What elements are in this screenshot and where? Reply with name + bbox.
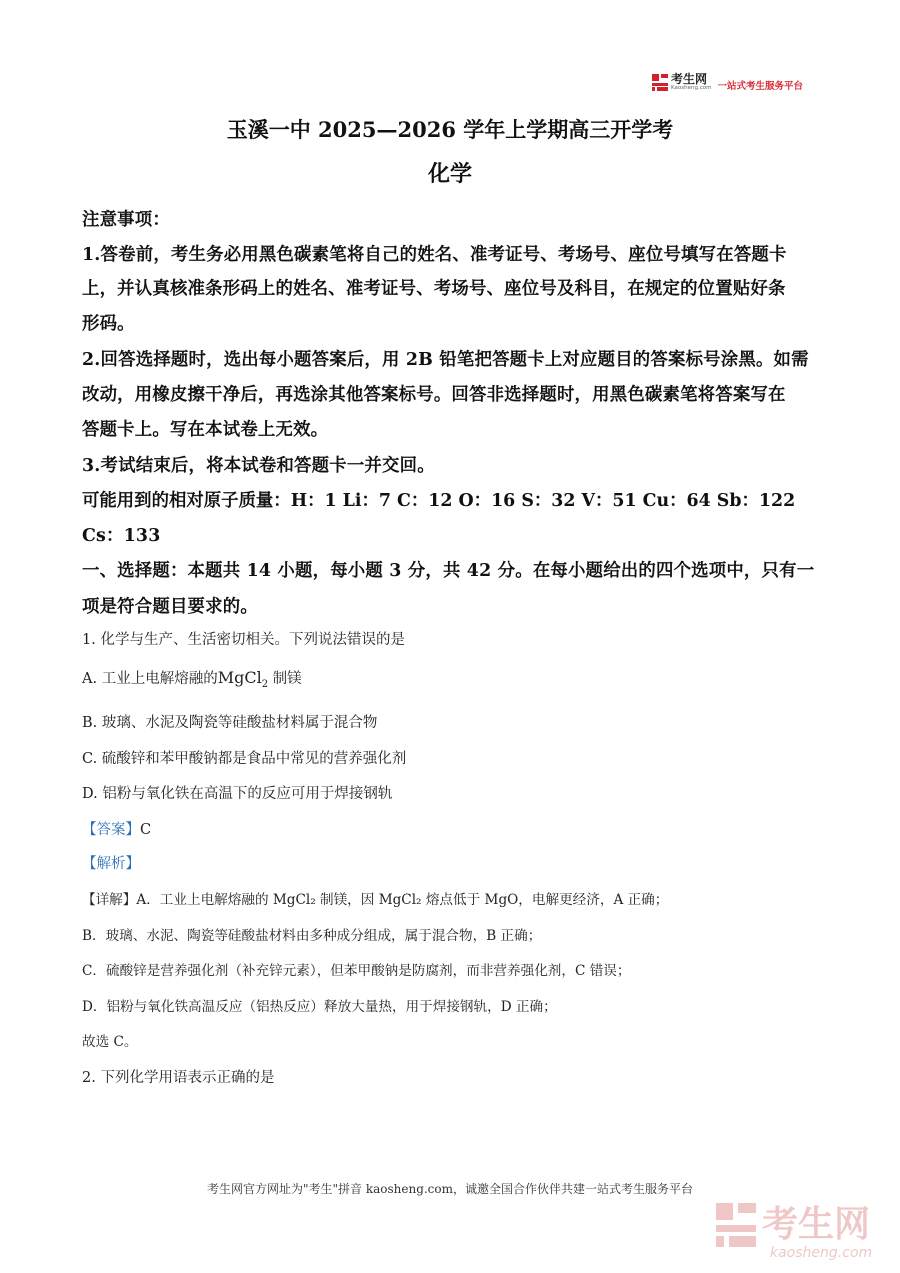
- detail-conclusion: 故选 C。: [82, 1034, 138, 1050]
- question-1-option-d: D. 铝粉与氧化铁在高温下的反应可用于焊接钢轨: [82, 786, 393, 802]
- logo-name: [671, 73, 711, 92]
- exam-title: 玉溪一中 2025—2026 学年上学期高三开学考: [226, 117, 674, 142]
- atomic-mass-line-1: 可能用到的相对原子质量：H：1 Li：7 C：12 O：16 S：32 V：51 Cu：64 Sb：122: [82, 491, 796, 511]
- notice-line-1: 1.答卷前，考生务必用黑色碳素笔将自己的姓名、准考证号、考场号、座位号填写在答题卡: [82, 245, 787, 265]
- notice-line-5: 改动，用橡皮擦干净后，再选涂其他答案标号。回答非选择题时，用黑色碳素笔将答案写在: [82, 385, 786, 405]
- logo-subtext: Kaosheng.com: [671, 85, 712, 92]
- watermark-text: 考生网: [762, 1204, 871, 1245]
- notice-line-6: 答题卡上。写在本试卷上无效。: [82, 420, 329, 440]
- logo-slogan: 一站式考生服务平台: [717, 81, 803, 92]
- watermark-logo-icon: [716, 1203, 756, 1247]
- kaosheng-logo-icon: [652, 74, 668, 91]
- detail-c: C．硫酸锌是营养强化剂（补充锌元素），但苯甲酸钠是防腐剂，而非营养强化剂，C 错误；: [82, 963, 631, 979]
- page-footer: 考生网官方网址为"考生"拼音 kaosheng.com，诚邀全国合作伙伴共建一站式考生服务平台: [206, 1182, 694, 1196]
- watermark: [716, 1203, 873, 1261]
- option-a-formula: [217, 668, 269, 691]
- analysis-label: 【解析】: [82, 856, 140, 872]
- formula-text: MgCl: [217, 668, 262, 687]
- notice-line-4: 2.回答选择题时，选出每小题答案后，用 2B 铅笔把答题卡上对应题目的答案标号涂黑。如需: [82, 350, 809, 370]
- option-a-suffix: 制镁: [272, 671, 302, 687]
- question-1-option-a: [82, 667, 822, 690]
- question-2-stem: 2. 下列化学用语表示正确的是: [82, 1070, 275, 1086]
- option-a-prefix: A. 工业上电解熔融的: [82, 671, 218, 687]
- kaosheng-logo[interactable]: [652, 73, 803, 92]
- section-heading-line-1: 一、选择题：本题共 14 小题，每小题 3 分，共 42 分。在每小题给出的四个选项中，只有一: [82, 561, 815, 581]
- logo-text: 考生网: [671, 72, 708, 87]
- question-1-option-b: B. 玻璃、水泥及陶瓷等硅酸盐材料属于混合物: [82, 715, 378, 731]
- detail-b: B．玻璃、水泥、陶瓷等硅酸盐材料由多种成分组成，属于混合物，B 正确；: [82, 928, 542, 944]
- notice-line-7: 3.考试结束后，将本试卷和答题卡一并交回。: [82, 456, 435, 476]
- section-heading-line-2: 项是符合题目要求的。: [82, 597, 258, 617]
- notice-line-2: 上，并认真核准条形码上的姓名、准考证号、考场号、座位号及科目，在规定的位置贴好条: [82, 279, 786, 299]
- atomic-mass-line-2: Cs：133: [82, 526, 161, 546]
- answer-value: C: [140, 822, 152, 838]
- detail-a: 【详解】A．工业上电解熔融的 MgCl₂ 制镁，因 MgCl₂ 熔点低于 MgO，电解更经济，A 正确；: [82, 892, 669, 908]
- watermark-subtext: kaosheng.com: [770, 1245, 873, 1261]
- question-1-stem: 1. 化学与生产、生活密切相关。下列说法错误的是: [82, 632, 405, 648]
- subject-title: 化学: [427, 161, 472, 187]
- answer-line: [82, 818, 822, 839]
- formula-subscript: 2: [261, 679, 269, 691]
- question-1-option-c: C. 硫酸锌和苯甲酸钠都是食品中常见的营养强化剂: [82, 751, 407, 767]
- notice-heading: 注意事项：: [82, 210, 170, 230]
- detail-d: D．铝粉与氧化铁高温反应（铝热反应）释放大量热，用于焊接钢轨，D 正确；: [82, 999, 557, 1015]
- notice-line-3: 形码。: [82, 314, 135, 334]
- answer-label: 【答案】: [82, 822, 140, 838]
